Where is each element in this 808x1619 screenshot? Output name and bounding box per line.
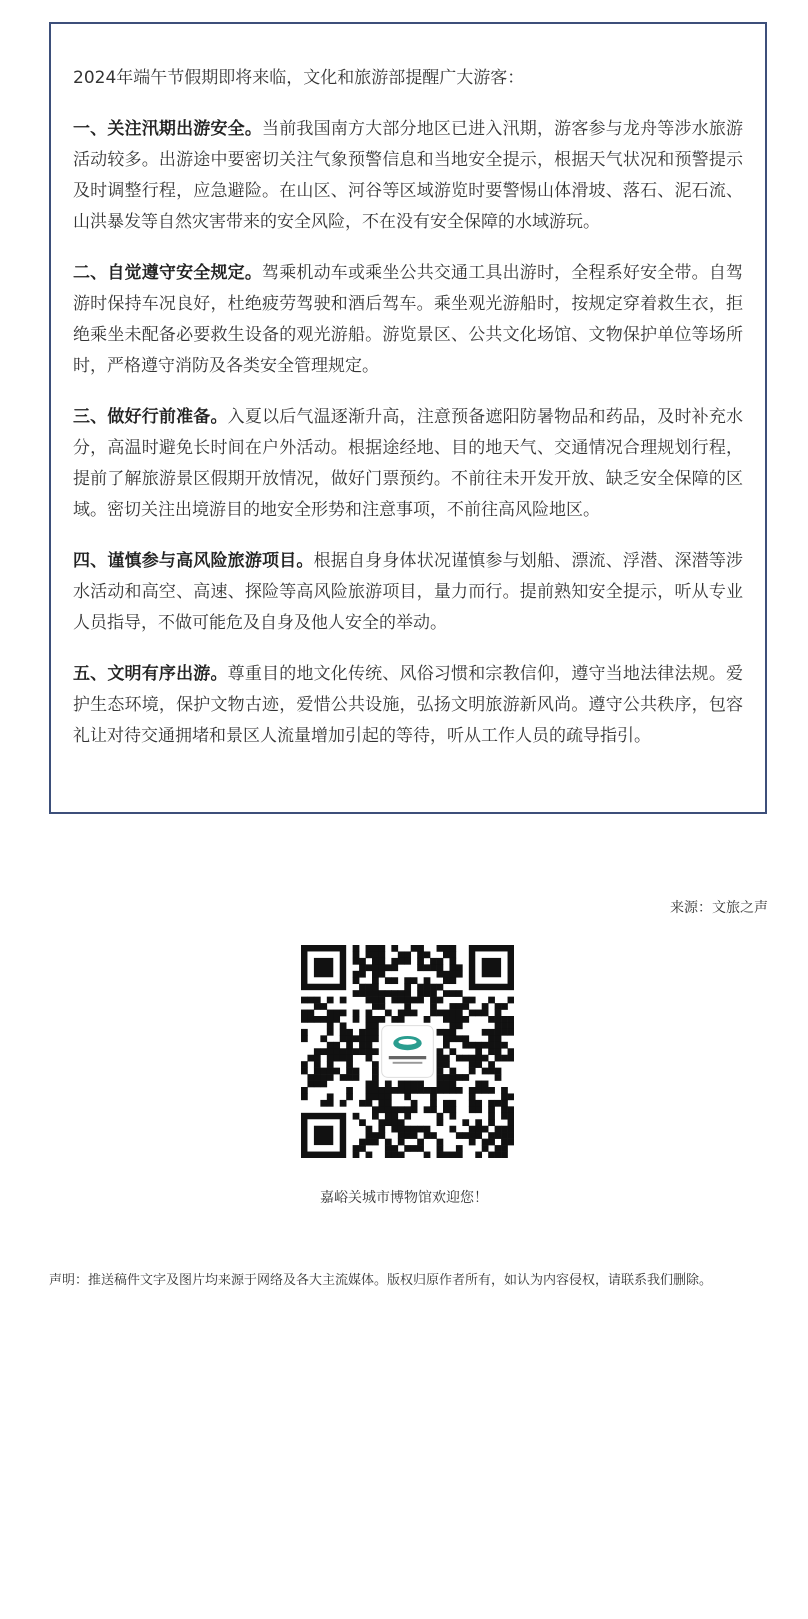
notice-section	[73, 258, 743, 382]
notice-box	[49, 22, 767, 814]
section-heading: 四、谨慎参与高风险旅游项目。	[73, 551, 314, 571]
section-body: 根据自身身体状况谨慎参与划船、漂流、浮潜、深潜等涉水活动和高空、高速、探险等高风险旅游项目，量力而行。提前熟知安全提示，听从专业人员指导，不做可能危及自身及他人安全的举动。	[73, 551, 744, 633]
notice-section	[73, 659, 743, 752]
section-body: 驾乘机动车或乘坐公共交通工具出游时，全程系好安全带。自驾游时保持车况良好，杜绝疲劳驾驶和酒后驾车。乘坐观光游船时，按规定穿着救生衣，拒绝乘坐未配备必要救生设备的观光游船。游览景区、公共文化场馆、文物保护单位等场所时，严格遵守消防及各类安全管理规定。	[73, 263, 744, 376]
disclaimer-text: 声明：推送稿件文字及图片均来源于网络及各大主流媒体。版权归原作者所有，如认为内容侵权，请联系我们删除。	[49, 1273, 713, 1288]
section-body: 当前我国南方大部分地区已进入汛期，游客参与龙舟等涉水旅游活动较多。出游途中要密切关注气象预警信息和当地安全提示，根据天气状况和预警提示及时调整行程，应急避险。在山区、河谷等区域游览时要警惕山体滑坡、落石、泥石流、山洪暴发等自然灾害带来的安全风险，不在没有安全保障的水域游玩。	[73, 119, 744, 232]
welcome-text: 嘉峪关城市博物馆欢迎您！	[320, 1190, 488, 1206]
section-heading: 五、文明有序出游。	[73, 664, 228, 684]
notice-section	[73, 546, 743, 639]
source-label: 来源：文旅之声	[670, 900, 768, 916]
section-body: 入夏以后气温逐渐升高，注意预备遮阳防暑物品和药品，及时补充水分，高温时避免长时间在户外活动。根据途经地、目的地天气、交通情况合理规划行程，提前了解旅游景区假期开放情况，做好门票预约。不前往未开发开放、缺乏安全保障的区域。密切关注出境游目的地安全形势和注意事项，不前往高风险地区。	[73, 407, 744, 520]
section-heading: 二、自觉遵守安全规定。	[73, 263, 263, 283]
notice-section	[73, 402, 743, 526]
qr-code-icon[interactable]	[301, 945, 514, 1158]
section-heading: 一、关注汛期出游安全。	[73, 119, 263, 139]
notice-intro: 2024年端午节假期即将来临，文化和旅游部提醒广大游客：	[73, 68, 525, 88]
notice-section	[73, 114, 743, 238]
section-heading: 三、做好行前准备。	[73, 407, 228, 427]
qr-code-image	[301, 945, 514, 1158]
section-body: 尊重目的地文化传统、风俗习惯和宗教信仰，遵守当地法律法规。爱护生态环境，保护文物古迹，爱惜公共设施，弘扬文明旅游新风尚。遵守公共秩序，包容礼让对待交通拥堵和景区人流量增加引起的等待，听从工作人员的疏导指引。	[73, 664, 744, 746]
